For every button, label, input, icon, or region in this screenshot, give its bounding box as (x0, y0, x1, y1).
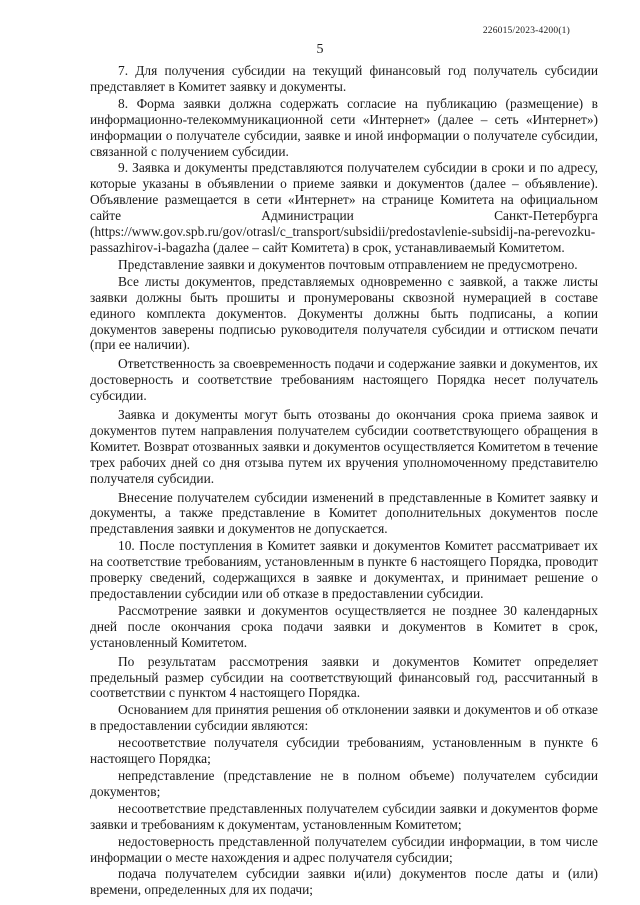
paragraph-9: 9. Заявка и документы представляются получателем субсидии в сроки и по адресу, которые указаны в объявлении о приеме заявки и документов (далее – объявление). Объявление размещается в сети «Интернет» на странице Комитета на официальном сайте Администрации Санкт-Петербурга (https://www.gov.spb.ru/gov/otrasl/c_transport/subsidii/predostavlenie-subsidij-na-perevozku-passazhirov-i-bagazha (далее – сайт Комитета) в срок, устанавливаемый Комитетом. (90, 160, 598, 255)
paragraph-responsibility: Ответственность за своевременность подачи и содержание заявки и документов, их достоверность и соответствие требованиям настоящего Порядка несет получатель субсидии. (90, 356, 598, 404)
paragraph-8: 8. Форма заявки должна содержать согласие на публикацию (размещение) в информационно-телекоммуникационной сети «Интернет» (далее – сеть «Интернет») информации о получателе субсидии, заявке и иной информации о получателе субсидии, связанной с получением субсидии. (90, 95, 598, 159)
paragraph-review-term: Рассмотрение заявки и документов осуществляется не позднее 30 календарных дней после окончания срока подачи заявки и документов в Комитет в срок, установленный Комитетом. (90, 602, 598, 650)
paragraph-review-result: По результатам рассмотрения заявки и документов Комитет определяет предельный размер субсидии на соответствующий финансовый год, рассчитанный в соответствии с пунктом 4 настоящего Порядка. (90, 653, 598, 701)
paragraph-10: 10. После поступления в Комитет заявки и документов Комитет рассматривает их на соответствие требованиям, установленным в пункте 6 настоящего Порядка, проводит проверку сведений, содержащихся в заявке и документах, и принимает решение о предоставлении субсидии или об отказе в предоставлении субсидии. (90, 538, 598, 601)
paragraph-7: 7. Для получения субсидии на текущий финансовый год получатель субсидии представляет в Комитет заявку и документы. (90, 63, 598, 94)
paragraph-no-mail: Представление заявки и документов почтовым отправлением не предусмотрено. (118, 256, 578, 272)
paragraph-grounds: Основанием для принятия решения об отклонении заявки и документов и об отказе в предоставлении субсидии являются: (90, 702, 598, 734)
paragraph-sheets: Все листы документов, представляемых одновременно с заявкой, а также листы заявки должны быть прошиты и пронумерованы сквозной нумерацией в составе единого комплекта документов. Документы должны быть подписаны, а копии документов заверены подписью руководителя получателя субсидии и оттиском печати (при ее наличии). (90, 273, 598, 353)
list-item-ground-3: несоответствие представленных получателем субсидии заявки и документов форме заявки и требованиям к документам, установленным Комитетом; (90, 800, 598, 832)
list-item-ground-2: непредставление (представление не в полном объеме) получателем субсидии документов; (90, 767, 598, 799)
page-number: 5 (316, 42, 324, 57)
list-item-ground-4: недостоверность представленной получателем субсидии информации, в том числе информации о месте нахождения и адрес получателя субсидии; (90, 833, 598, 865)
paragraph-withdrawal: Заявка и документы могут быть отозваны до окончания срока приема заявок и документов путем направления получателем субсидии соответствующего обращения в Комитет. Возврат отозванных заявки и документов осуществляется Комитетом в течение трех рабочих дней со дня отзыва путем их вручения уполномоченному представителю получателя субсидии. (90, 407, 598, 486)
list-item-ground-1: несоответствие получателя субсидии требованиям, установленным в пункте 6 настоящего Порядка; (90, 735, 598, 767)
list-item-ground-5: подача получателем субсидии заявки и(или) документов после даты и (или) времени, определенных для их подачи; (90, 866, 598, 898)
paragraph-changes: Внесение получателем субсидии изменений в представленные в Комитет заявку и документы, а также представление в Комитет дополнительных документов после представления заявки и документов не допускается. (90, 489, 598, 537)
document-number: 226015/2023-4200(1) (482, 26, 570, 36)
document-body (90, 63, 598, 899)
